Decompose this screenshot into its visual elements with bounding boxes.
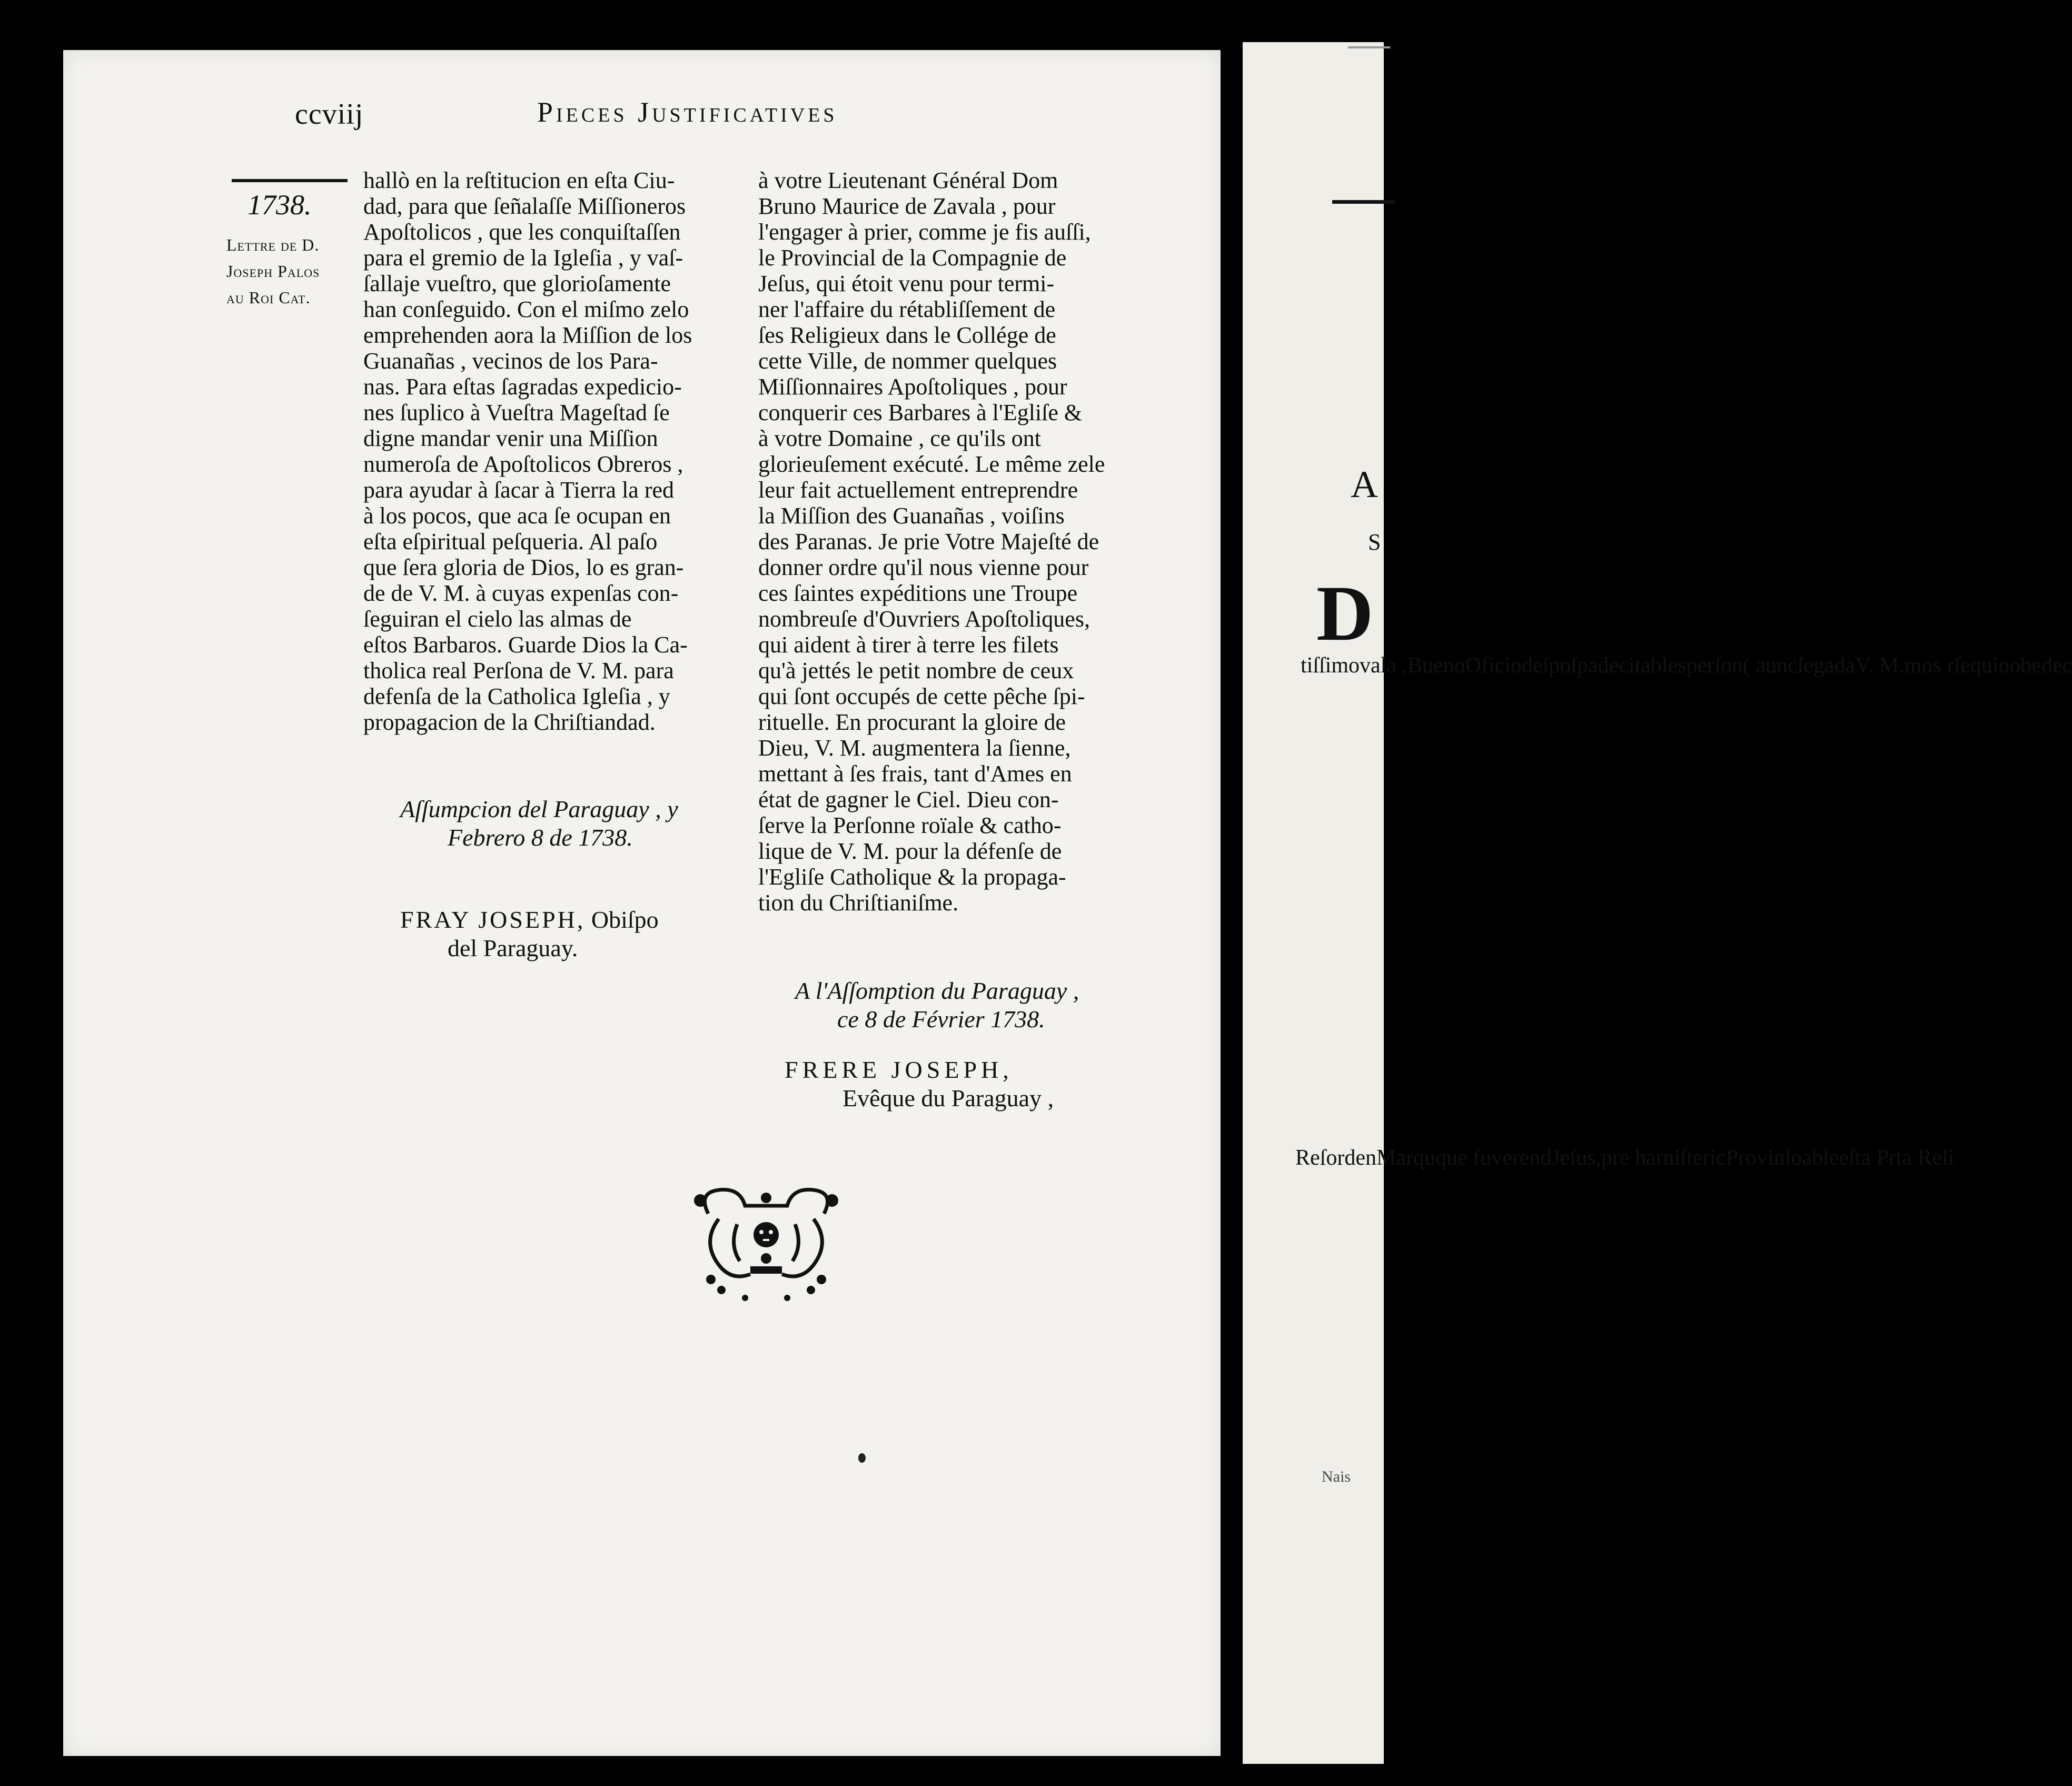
spanish-text-line: eſta eſpiritual peſqueria. Al paſo: [363, 529, 658, 554]
book-spine-gap: [1221, 32, 1243, 1769]
facing-text-line: que fu: [1435, 1146, 1492, 1170]
french-text-line: le Provincial de la Compagnie de: [758, 245, 1067, 271]
spanish-text-line: ſallaje vueſtro, que glorioſamente: [363, 271, 671, 296]
facing-text-line: deſpoſ: [1521, 653, 1577, 678]
facing-text-line: tiſſimo: [1301, 653, 1360, 678]
french-text-line: ſerve la Perſonne roïale & catho-: [758, 812, 1062, 838]
spanish-text-line: eſtos Barbaros. Guarde Dios la Ca-: [363, 632, 688, 658]
fleuron-mask-ornament-icon: [687, 1182, 845, 1308]
facing-text-line: pre har: [1601, 1146, 1663, 1170]
french-text-line: tion du Chriſtianiſme.: [758, 890, 959, 916]
french-signer-title: Evêque du Paraguay ,: [842, 1085, 1054, 1112]
spanish-text-line: defenſa de la Catholica Igleſia , y: [363, 683, 670, 709]
french-text-line: l'Egliſe Catholique & la propaga-: [758, 864, 1066, 890]
spanish-text-line: para el gremio de la Igleſia , y vaſ-: [363, 245, 683, 271]
spanish-text-line: à los pocos, que aca ſe ocupan en: [363, 503, 671, 529]
facing-text-line: Oficio: [1465, 653, 1522, 678]
facing-text-line: loable: [1785, 1146, 1839, 1170]
facing-page-fragment: [1243, 42, 2072, 1764]
spanish-text-line: Guanañas , vecinos de los Para-: [363, 348, 658, 374]
facing-text-line: Marqu: [1376, 1146, 1435, 1170]
spanish-text-line: han conſeguido. Con el miſmo zelo: [363, 296, 689, 322]
french-text-line: glorieuſement exécuté. Le même zele: [758, 451, 1105, 477]
spanish-text-line: nas. Para eſtas ſagradas expedicio-: [363, 374, 682, 400]
spanish-text-line: de de V. M. à cuyas expenſas con-: [363, 580, 679, 606]
french-text-line: qui aident à tirer à terre les filets: [758, 632, 1059, 658]
spanish-dateline: [400, 795, 678, 852]
facing-text-line: eſta Pr: [1839, 1146, 1896, 1170]
french-text-line: des Paranas. Je prie Votre Majeſté de: [758, 529, 1099, 554]
french-text-line: mettant à ſes frais, tant d'Ames en: [758, 761, 1072, 787]
spanish-dateline-line2: Febrero 8 de 1738.: [448, 824, 633, 851]
spanish-text-line: ſeguiran el cielo las almas de: [363, 606, 632, 632]
french-dateline-line1: A l'Aſſomption du Paraguay ,: [795, 977, 1079, 1004]
french-text-line: à votre Lieutenant Général Dom: [758, 167, 1058, 193]
french-text-line: conquerir ces Barbares à l'Egliſe &: [758, 400, 1083, 425]
running-title: [537, 96, 838, 128]
french-text-line: ſes Religieux dans le Collége de: [758, 322, 1056, 348]
spanish-signature: [400, 906, 659, 963]
margin-note-line: Lettre de D.: [226, 235, 320, 254]
french-text-line: Dieu, V. M. augmentera la ſienne,: [758, 735, 1071, 761]
spanish-text-line: propagacion de la Chriſtiandad.: [363, 709, 656, 735]
page-number: ccviij: [295, 98, 364, 131]
spanish-text-line: emprehenden aora la Miſſion de los: [363, 322, 692, 348]
french-text-line: qui ſont occupés de cette pêche ſpi-: [758, 683, 1085, 709]
facing-text-line: perſon: [1686, 653, 1743, 678]
french-text-line: Miſſionnaires Apoſtoliques , pour: [758, 374, 1067, 400]
facing-text-line: V. M.: [1855, 653, 1905, 678]
facing-text-line: padeci: [1577, 653, 1635, 678]
facing-text-line: niſteric: [1663, 1146, 1726, 1170]
facing-text-line: Jeſus,: [1551, 1146, 1601, 1170]
french-text-line: leur fait actuellement entreprendre: [758, 477, 1078, 503]
facing-text-line: ſequio: [1954, 653, 2010, 678]
facing-catchword: Nais: [1322, 1468, 1351, 1485]
ink-dot: [858, 1453, 866, 1463]
margin-note-line: Joseph Palos: [226, 262, 320, 281]
facing-text-block-1: [1301, 653, 2072, 679]
facing-text-line: Reſ: [1295, 1146, 1326, 1170]
french-text-line: Jeſus, qui étoit venu pour termi-: [758, 271, 1055, 296]
spanish-text-line: nes ſuplico à Vueſtra Mageſtad ſe: [363, 400, 670, 425]
french-text-line: donner ordre qu'il nous vienne pour: [758, 554, 1089, 580]
spanish-text-line: dad, para que ſeñalaſſe Miſſioneros: [363, 193, 686, 219]
french-dateline: [795, 977, 1079, 1034]
french-signature: [785, 1056, 1054, 1113]
facing-text-line: vala ,: [1360, 653, 1407, 678]
spanish-text-line: que ſera gloria de Dios, lo es gran-: [363, 554, 684, 580]
spanish-column: [363, 167, 692, 735]
facing-text-line: mos r: [1904, 653, 1955, 678]
facing-page-rule: [1332, 200, 1395, 204]
french-text-line: ner l'affaire du rétabliſſement de: [758, 296, 1056, 322]
spanish-text-line: hallò en la reſtitucion en eſta Ciu-: [363, 167, 675, 193]
french-text-line: cette Ville, de nommer quelques: [758, 348, 1057, 374]
french-text-line: rituelle. En procurant la gloire de: [758, 709, 1066, 735]
french-column: [758, 167, 1105, 916]
facing-drop-cap: D: [1316, 570, 1374, 657]
facing-page-edge: [1348, 46, 1390, 48]
spanish-signer-name: FRAY JOSEPH,: [400, 906, 586, 933]
facing-text-line: Provin: [1726, 1146, 1785, 1170]
spanish-text-line: numeroſa de Apoſtolicos Obreros ,: [363, 451, 683, 477]
french-dateline-line2: ce 8 de Février 1738.: [837, 1006, 1045, 1033]
spanish-signer-title-line2: del Paraguay.: [448, 935, 578, 961]
french-text-line: Bruno Maurice de Zavala , pour: [758, 193, 1056, 219]
facing-text-line: ta Reli: [1896, 1146, 1955, 1170]
spanish-text-line: para ayudar à ſacar à Tierra la red: [363, 477, 675, 503]
facing-text-line: obedec: [2009, 653, 2072, 678]
facing-small-letter: S: [1368, 529, 1381, 555]
margin-note: [226, 232, 353, 311]
margin-note-line: au Roi Cat.: [226, 288, 311, 307]
running-title-text: Pieces Justificatives: [537, 96, 838, 128]
spanish-text-line: Apoſtolicos , que les conquiſtaſſen: [363, 219, 681, 245]
french-text-line: qu'à jettés le petit nombre de ceux: [758, 658, 1074, 683]
facing-heading-letter: A: [1351, 463, 1378, 505]
french-signer-name: FRERE JOSEPH,: [785, 1056, 1013, 1083]
french-text-line: nombreuſe d'Ouvriers Apoſtoliques,: [758, 606, 1090, 632]
facing-text-line: ſegada: [1797, 653, 1856, 678]
spanish-text-line: tholica real Perſona de V. M. para: [363, 658, 674, 683]
french-text-line: lique de V. M. pour la défenſe de: [758, 838, 1062, 864]
spanish-dateline-line1: Aſſumpcion del Paraguay , y: [400, 796, 678, 822]
french-text-line: l'engager à prier, comme je fis auſſi,: [758, 219, 1091, 245]
margin-rule: [232, 179, 348, 182]
french-text-line: à votre Domaine , ce qu'ils ont: [758, 425, 1042, 451]
facing-text-line: Bueno: [1407, 653, 1465, 678]
facing-text-line: verend: [1491, 1146, 1552, 1170]
spanish-text-line: digne mandar venir una Miſſion: [363, 425, 658, 451]
spanish-signer-title: Obiſpo: [591, 906, 659, 933]
margin-year: 1738.: [247, 189, 312, 221]
facing-text-block-2: [1295, 1145, 1955, 1171]
facing-text-line: tables: [1634, 653, 1687, 678]
facing-text-line: orden: [1326, 1146, 1376, 1170]
facing-text-line: ( aunc: [1742, 653, 1798, 678]
french-text-line: état de gagner le Ciel. Dieu con-: [758, 787, 1059, 812]
french-text-line: ces ſaintes expéditions une Troupe: [758, 580, 1078, 606]
french-text-line: la Miſſion des Guanañas , voiſins: [758, 503, 1065, 529]
